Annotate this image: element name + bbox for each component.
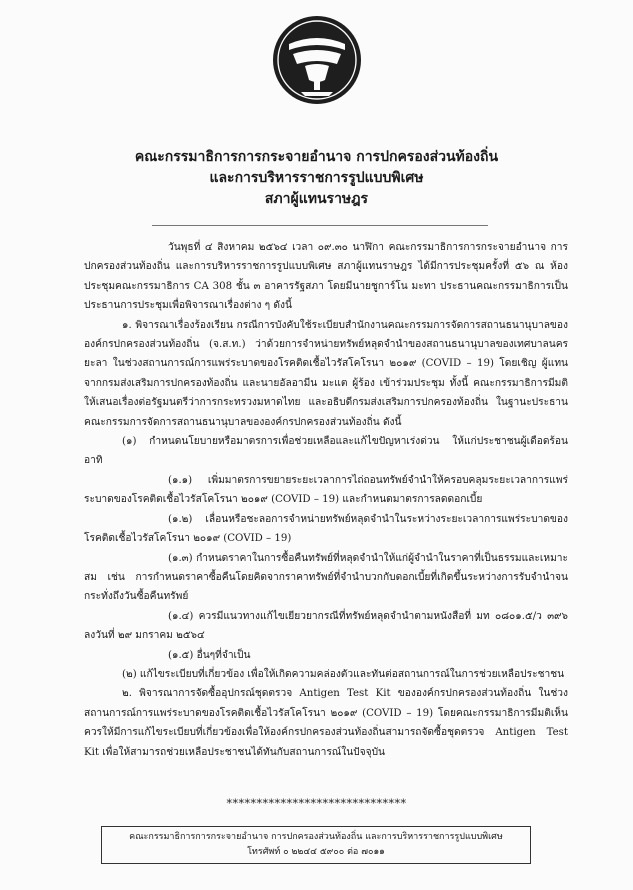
header-line-2: และการบริหารราชการรูปแบบพิเศษ	[209, 170, 424, 186]
parliament-emblem-icon	[271, 14, 363, 106]
footer-box	[101, 826, 531, 864]
paragraph-item-1-sub-2: (๒) แก้ไขระเบียบที่เกี่ยวข้อง เพื่อให้เกิดความคล่องตัวและทันต่อสถานการณ์ในการช่วยเหลือประชาชน	[122, 668, 565, 680]
separator-stars: ******************************	[226, 797, 407, 810]
header-divider	[152, 225, 488, 226]
document-body	[84, 238, 568, 762]
header-line-1: คณะกรรมาธิการการกระจายอำนาจ การปกครองส่วนท้องถิ่น	[134, 149, 499, 165]
header-line-3: สภาผู้แทนราษฎร	[264, 191, 369, 207]
paragraph-item-2: ๒. พิจารณาการจัดซื้ออุปกรณ์ชุดตรวจ Antigen Test Kit ขององค์กรปกครองส่วนท้องถิ่น ในช่วงสถานการณ์การแพร่ระบาดของโรคติดเชื้อไวรัสโคโรนา ๒๐๑๙ (COVID – 19) โดยคณะกรรมาธิการมีมติเห็นควรให้มีการแก้ไขระเบียบที่เกี่ยวข้องเพื่อให้องค์กรปกครองส่วนท้องถิ่นสามารถจัดซื้อชุดตรวจ Antigen Test Kit เพื่อให้สามารถช่วยเหลือประชาชนได้ทันกับสถานการณ์ในปัจจุบัน	[84, 688, 568, 758]
paragraph-item-1-1-4: (๑.๔) ควรมีแนวทางแก้ไขเยียวยากรณีที่ทรัพย์หลุดจำนำตามหนังสือที่ มท ๐๘๐๑.๕/ว ๓๙๖ ลงวันที่ ๒๙ มกราคม ๒๕๖๔	[84, 610, 568, 642]
footer-committee-name: คณะกรรมาธิการการกระจายอำนาจ การปกครองส่วนท้องถิ่น และการบริหารราชการรูปแบบพิเศษ	[129, 832, 503, 842]
paragraph-item-1: ๑. พิจารณาเรื่องร้องเรียน กรณีการบังคับใช้ระเบียบสำนักงานคณะกรรมการจัดการสถานธนานุบาลขององค์กรปกครองส่วนท้องถิ่น (จ.ส.ท.) ว่าด้วยการจำหน่ายทรัพย์หลุดจำนำของสถานธนานุบาลของเทศบาลนครยะลา ในช่วงสถานการณ์การแพร่ระบาดของโรคติดเชื้อไวรัสโคโรนา ๒๐๑๙ (COVID – 19) โดยเชิญ ผู้แทนจากกรมส่งเสริมการปกครองท้องถิ่น และนายอัลอามีน มะแต ผู้ร้อง เข้าร่วมประชุม ทั้งนี้ คณะกรรมาธิการมีมติให้เสนอเรื่องต่อรัฐมนตรีว่าการกระทรวงมหาดไทย และอธิบดีกรมส่งเสริมการปกครองท้องถิ่น ในฐานะประธานคณะกรรมการจัดการสถานธนานุบาลขององค์กรปกครองส่วนท้องถิ่น ดังนี้	[84, 319, 568, 428]
paragraph-item-1-1-5: (๑.๕) อื่นๆที่จำเป็น	[168, 649, 251, 661]
paragraph-item-1-1-2: (๑.๒) เลื่อนหรือชะลอการจำหน่ายทรัพย์หลุดจำนำในระหว่างระยะเวลาการแพร่ระบาดของโรคติดเชื้อไวรัสโคโรนา ๒๐๑๙ (COVID – 19)	[84, 513, 568, 545]
paragraph-item-1-1-1: (๑.๑) เพิ่มมาตรการขยายระยะเวลาการไถ่ถอนทรัพย์จำนำให้ครอบคลุมระยะเวลาการแพร่ระบาดของโรคติดเชื้อไวรัสโคโรนา ๒๐๑๙ (COVID – 19) และกำหนดมาตรการลดดอกเบี้ย	[84, 474, 568, 506]
paragraph-intro: วันพุธที่ ๔ สิงหาคม ๒๕๖๔ เวลา ๐๙.๓๐ นาฬิกา คณะกรรมาธิการการกระจายอำนาจ การปกครองส่วนท้องถิ่น และการบริหารราชการรูปแบบพิเศษ สภาผู้แทนราษฎร ได้มีการประชุมครั้งที่ ๕๖ ณ ห้องประชุมคณะกรรมาธิการ CA 308 ชั้น ๓ อาคารรัฐสภา โดยมีนายชูการ์โน มะทา ประธานคณะกรรมาธิการเป็นประธานการประชุมเพื่อพิจารณาเรื่องต่าง ๆ ดังนี้	[84, 242, 568, 312]
paragraph-item-1-1-3: (๑.๓) กำหนดราคาในการซื้อคืนทรัพย์ที่หลุดจำนำให้แก่ผู้จำนำในราคาที่เป็นธรรมและเหมาะสม เช่น การกำหนดราคาซื้อคืนโดยคิดจากราคาทรัพย์ที่จำนำบวกกับดอกเบี้ยที่เกิดขึ้นระหว่างการรับจำนำจนกระทั่งถึงวันซื้อคืนทรัพย์	[84, 552, 568, 603]
document-header	[0, 147, 633, 210]
footer-phone: โทรศัพท์ ๐ ๒๒๔๔ ๕๙๐๐ ต่อ ๗๐๑๑	[247, 847, 385, 857]
paragraph-item-1-sub-1: (๑) กำหนดนโยบายหรือมาตรการเพื่อช่วยเหลือและแก้ไขปัญหาเร่งด่วน ให้แก่ประชาชนผู้เดือดร้อน อาทิ	[84, 436, 568, 467]
